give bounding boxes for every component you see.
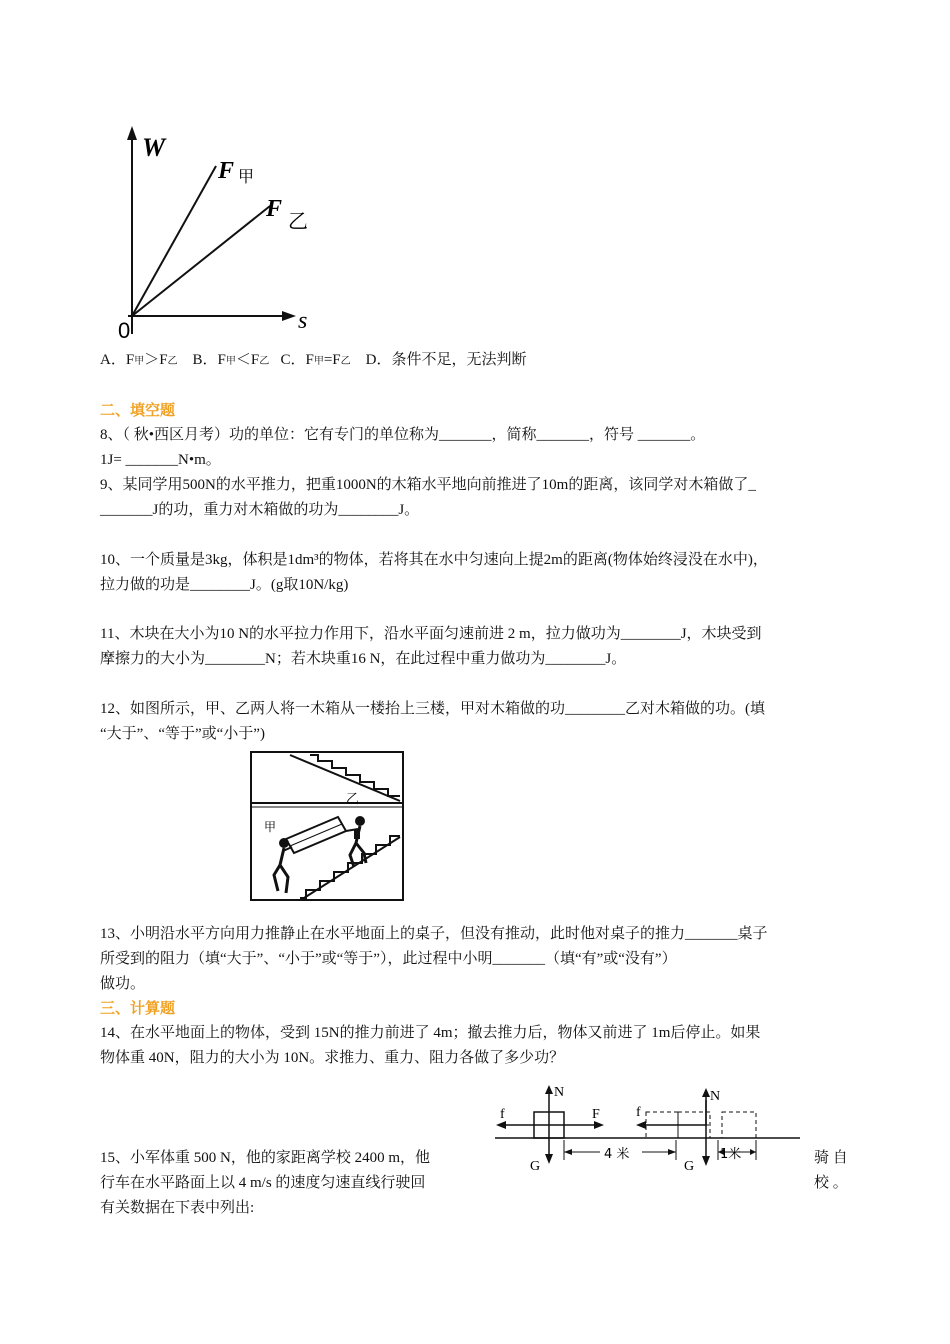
f-yi-label: F [266, 196, 283, 222]
q12-line1: 12、如图所示，甲、乙两人将一木箱从一楼抬上三楼，甲对木箱做的功________乙对木箱做的功。(填 [100, 701, 765, 717]
svg-text:G: G [684, 1159, 695, 1174]
svg-text:f: f [500, 1107, 505, 1122]
f-jia-line [132, 166, 216, 316]
w-label: W [142, 133, 166, 162]
q15-line2: 行车在水平路面上以 4 m/s 的速度匀速直线行驶回 [100, 1175, 426, 1191]
q15-line1-right: 骑 自 [814, 1150, 848, 1166]
f-jia-sub: 甲 [238, 167, 255, 186]
q14-line2: 物体重 40N，阻力的大小为 10N。求推力、重力、阻力各做了多少功？ [100, 1050, 565, 1066]
f-yi-sub: 乙 [288, 209, 308, 233]
svg-text:G: G [530, 1159, 541, 1174]
work-distance-graph [110, 120, 330, 345]
svg-text:F: F [592, 1107, 600, 1122]
q15-line1: 15、小军体重 500 N，他的家距离学校 2400 m，他 [100, 1150, 431, 1166]
svg-text:N: N [710, 1089, 721, 1104]
q9-line1: 9、某同学用500N的水平推力，把重1000N的木箱水平地向前推进了10m的距离，该同学对木箱做了_ [100, 477, 756, 493]
q7-options [100, 348, 527, 374]
f-jia-label: F [218, 158, 235, 184]
q13-line2: 所受到的阻力（填“大于”、“小于”或“等于”），此过程中小明_______（填“有”或“没有”） [100, 951, 677, 967]
option-d[interactable]: D．条件不足，无法判断 [365, 352, 527, 368]
q8-line2: 1J= _______N•m。 [100, 452, 221, 468]
origin-label: 0 [118, 318, 131, 343]
svg-text:N: N [554, 1085, 565, 1100]
q13-line1: 13、小明沿水平方向用力推静止在水平地面上的桌子，但没有推动，此时他对桌子的推力_______桌子 [100, 926, 768, 942]
w-axis-arrow [127, 126, 137, 140]
q8-line1: 8、（ 秋•西区月考）功的单位：它有专门的单位称为_______，简称_______，符号 _______。 [100, 427, 706, 443]
section-fill-blank: 二、填空题 [100, 401, 176, 419]
q13-line3: 做功。 [100, 976, 146, 992]
stairs-figure [250, 751, 405, 902]
svg-text:4 米: 4 米 [604, 1147, 630, 1162]
q11-line1: 11、木块在大小为10 N的水平拉力作用下，沿水平面匀速前进 2 m，拉力做功为________J，木块受到 [100, 626, 762, 642]
q15-line3: 有关数据在下表中列出: [100, 1200, 255, 1216]
q12-line2: “大于”、“等于”或“小于”) [100, 726, 265, 742]
svg-text:甲: 甲 [264, 820, 277, 834]
f-yi-line [132, 206, 270, 316]
q11-line2: 摩擦力的大小为________N；若木块重16 N，在此过程中重力做功为________J。 [100, 651, 627, 667]
force-diagram [490, 1082, 805, 1174]
q15-line2-right: 校 。 [814, 1175, 848, 1191]
option-b[interactable]: B．F甲＜F乙 [192, 352, 270, 368]
q10-line1: 10、一个质量是3kg，体积是1dm³的物体，若将其在水中匀速向上提2m的距离(物体始终浸没在水中)， [100, 552, 768, 568]
q9-line2: _______J的功，重力对木箱做的功为________J。 [100, 502, 420, 518]
svg-text:1米: 1米 [720, 1147, 742, 1162]
q10-line2: 拉力做的功是________J。(g取10N/kg) [100, 577, 349, 593]
s-label: s [298, 308, 308, 334]
section-calculation: 三、计算题 [100, 999, 176, 1017]
svg-text:f: f [636, 1105, 641, 1120]
svg-text:乙: 乙 [346, 792, 360, 807]
q14-line1: 14、在水平地面上的物体，受到 15N的推力前进了 4m；撤去推力后，物体又前进了 1m后停止。如果 [100, 1025, 761, 1041]
option-c[interactable]: C．F甲=F乙 [280, 352, 351, 368]
s-axis-arrow [282, 311, 296, 321]
option-a[interactable]: A．F甲＞F乙 [100, 352, 178, 368]
